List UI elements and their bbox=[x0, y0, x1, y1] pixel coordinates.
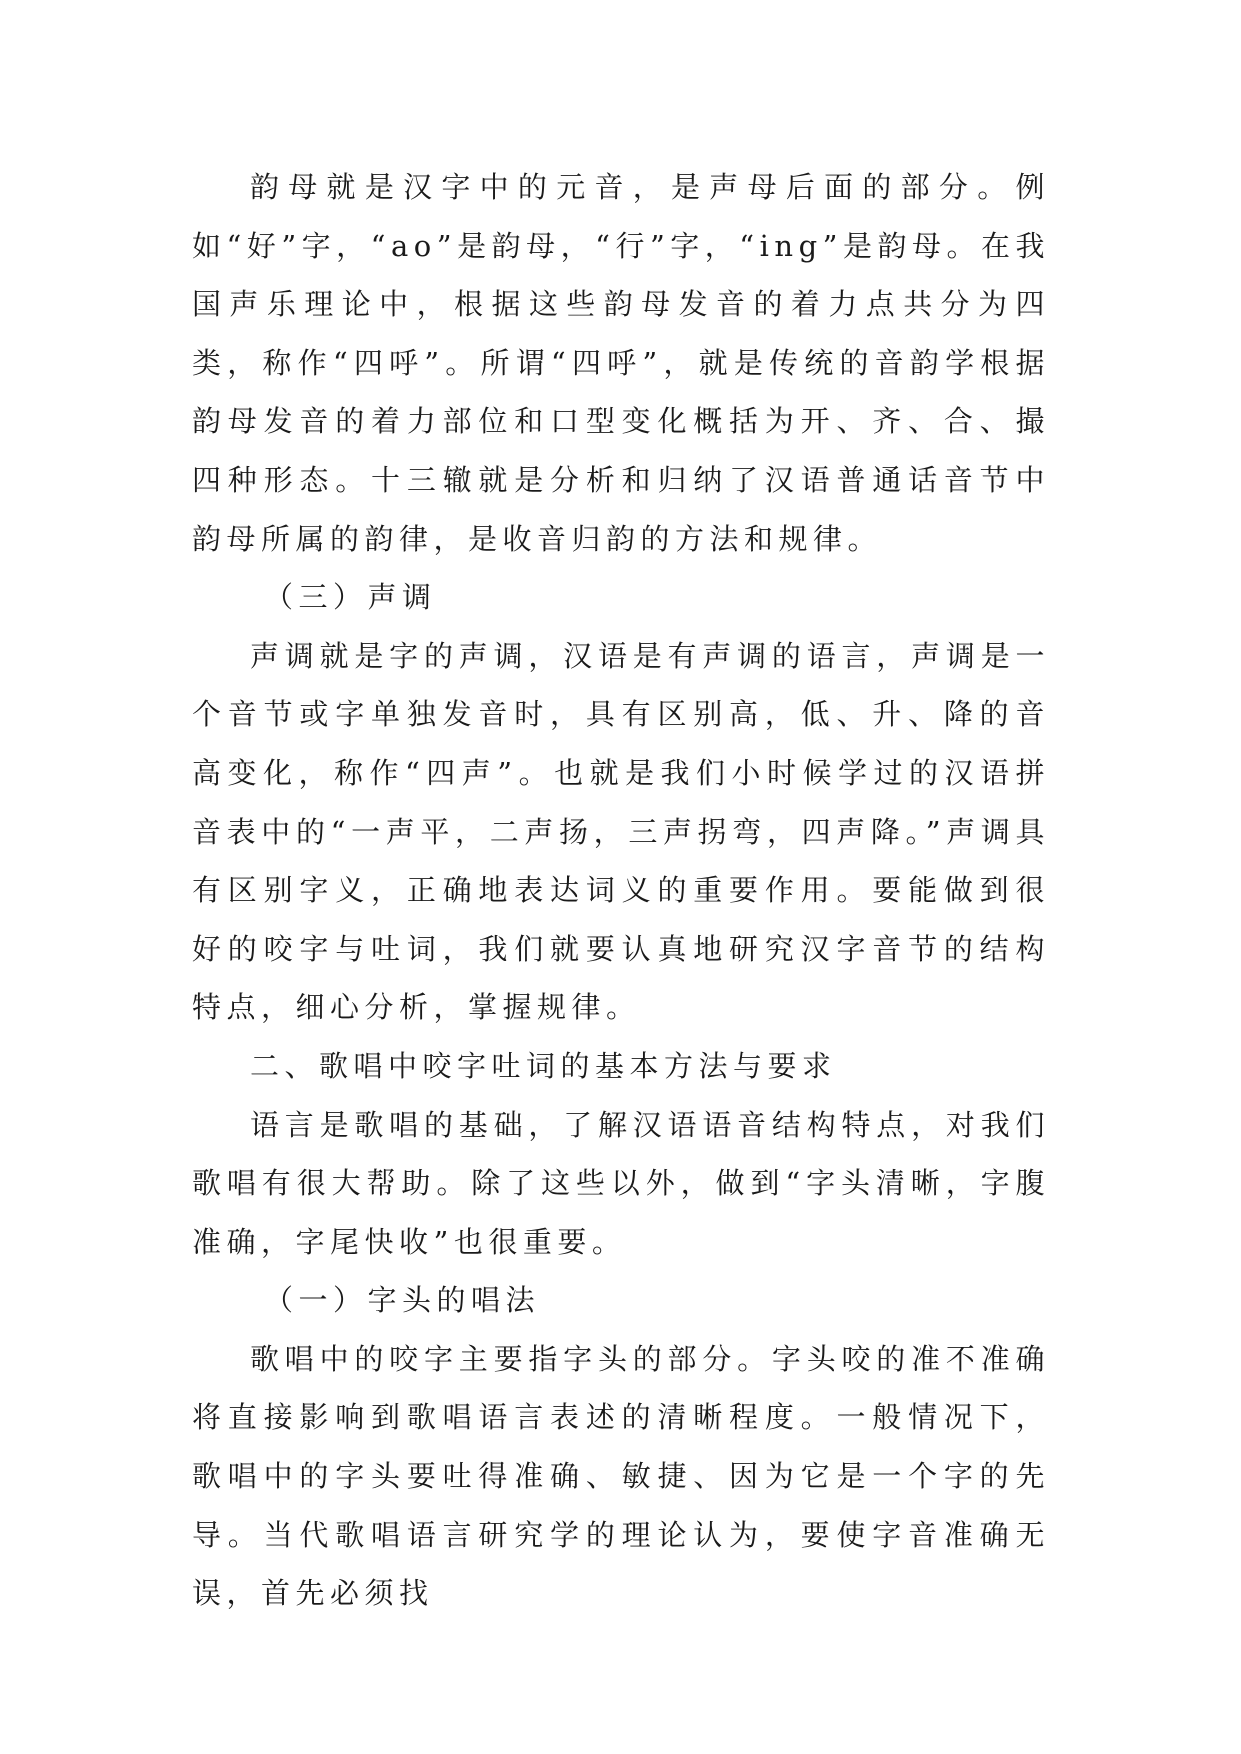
paragraph-language-basis: 语言是歌唱的基础，了解汉语语音结构特点，对我们歌唱有很大帮助。除了这些以外，做到“字头清晰，字腹准确，字尾快收”也很重要。 bbox=[192, 1107, 1050, 1259]
paragraph-finals: 韵母就是汉字中的元音，是声母后面的部分。例如“好”字，“ao”是韵母，“行”字，“ing”是韵母。在我国声乐理论中，根据这些韵母发音的着力点共分为四类，称作“四呼”。所谓“四呼”，就是传统的音韵学根据韵母发音的着力部位和口型变化概括为开、齐、合、撮四种形态。十三辙就是分析和归纳了汉语普通话音节中韵母所属的韵律，是收音归韵的方法和规律。 bbox=[192, 170, 1050, 556]
document-page bbox=[192, 158, 1050, 1623]
paragraph-initials: 歌唱中的咬字主要指字头的部分。字头咬的准不准确将直接影响到歌唱语言表述的清晰程度。一般情况下，歌唱中的字头要吐得准确、敏捷、因为它是一个字的先导。当代歌唱语言研究学的理论认为，要使字音准确无误，首先必须找 bbox=[192, 1341, 1050, 1611]
section-heading-initials: （一）字头的唱法 bbox=[264, 1283, 541, 1318]
section-heading-tones: （三）声调 bbox=[264, 580, 437, 615]
chapter-heading-methods: 二、歌唱中咬字吐词的基本方法与要求 bbox=[250, 1048, 837, 1083]
paragraph-tones: 声调就是字的声调，汉语是有声调的语言，声调是一个音节或字单独发音时，具有区别高，低、升、降的音高变化，称作“四声”。也就是我们小时候学过的汉语拼音表中的“一声平，二声扬，三声拐弯，四声降。”声调具有区别字义，正确地表达词义的重要作用。要能做到很好的咬字与吐词，我们就要认真地研究汉字音节的结构特点，细心分析，掌握规律。 bbox=[192, 638, 1050, 1025]
